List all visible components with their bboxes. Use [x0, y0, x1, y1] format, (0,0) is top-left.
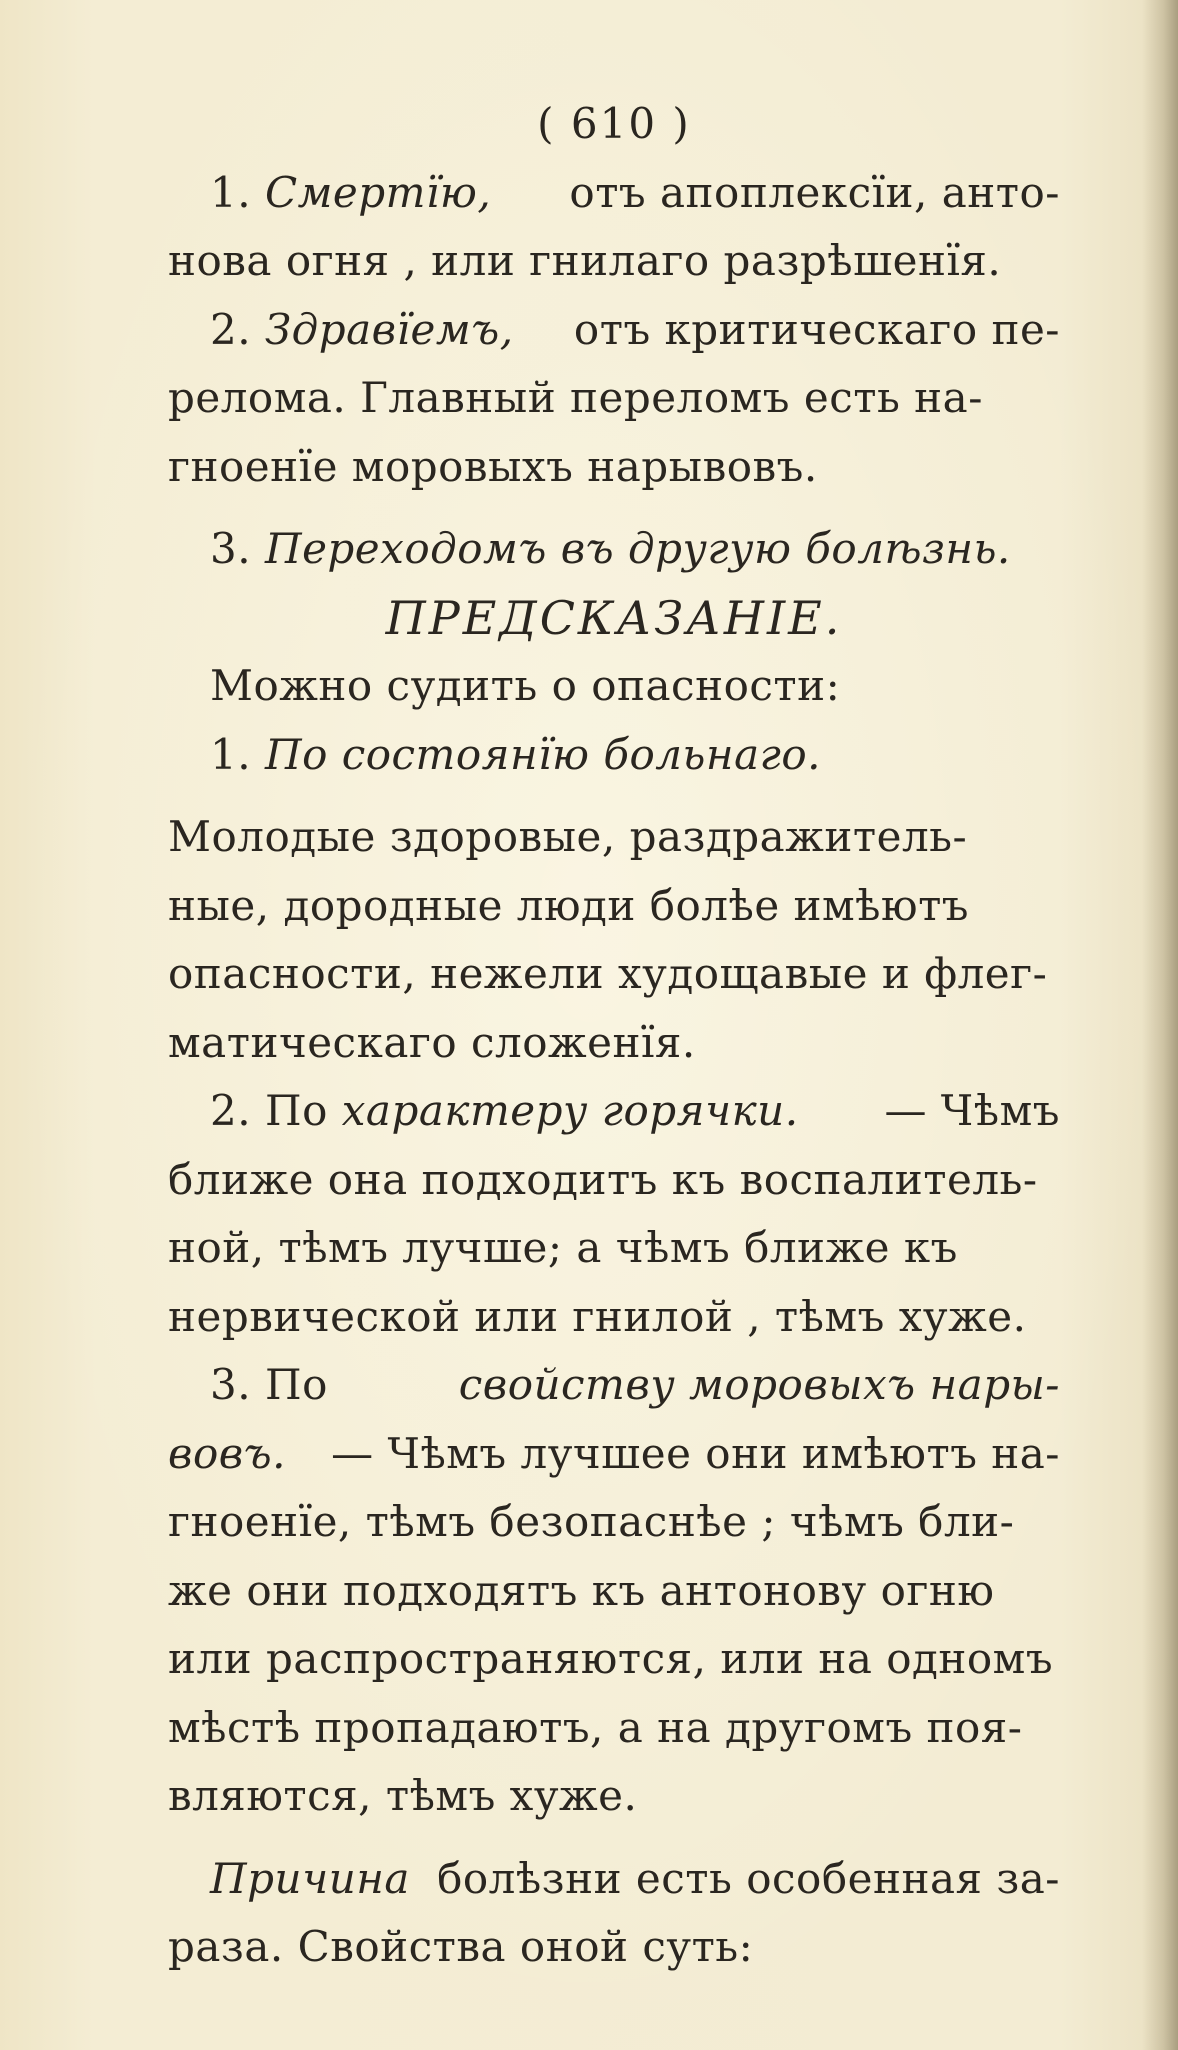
- text-line-19: [168, 1488, 1060, 1557]
- text-line-2: [168, 227, 1060, 296]
- line-text: По: [264, 1360, 328, 1409]
- text-line-14: [168, 1146, 1060, 1215]
- line-text: вляются, тѣмъ хуже.: [168, 1771, 638, 1820]
- line-text: — Чѣмъ лучшее они имѣютъ на-: [331, 1428, 1060, 1478]
- page-edge-shadow: [1142, 0, 1178, 2050]
- section-heading: ПРЕДСКАЗАНIЕ.: [385, 590, 843, 645]
- item-number: 2.: [210, 304, 252, 354]
- text-line-13: [168, 1077, 1060, 1146]
- text-line-4: [168, 364, 1060, 433]
- line-text: нервической или гнилой , тѣмъ хуже.: [168, 1291, 1027, 1341]
- text-line-3: [168, 296, 1060, 365]
- line-text: раза. Свойства оной суть:: [168, 1922, 754, 1971]
- item-number: 3.: [210, 524, 252, 573]
- text-line-7: [168, 652, 1060, 721]
- text-line-21: [168, 1625, 1060, 1694]
- italic-term: характеру горячки.: [341, 1086, 799, 1135]
- line-text: мѣстѣ пропадаютъ, а на другомъ поя-: [168, 1702, 1023, 1752]
- line-text: релома. Главный переломъ есть на-: [168, 373, 983, 422]
- text-line-6: [168, 515, 1060, 584]
- text-line-17: [168, 1351, 1060, 1420]
- italic-term: Переходомъ въ другую болѣзнь.: [264, 524, 1011, 573]
- line-text: матическаго сложенїя.: [168, 1017, 696, 1067]
- text-line-16: [168, 1283, 1060, 1352]
- line-text: Молодые здоровые, раздражитель-: [168, 812, 968, 861]
- page-number-line: [168, 90, 1060, 159]
- italic-term: свойству моровыхъ нары-: [458, 1360, 1060, 1409]
- line-text: ные, дородные люди болѣе имѣютъ: [168, 880, 970, 930]
- text-line-9: [168, 803, 1060, 872]
- line-text: — Чѣмъ: [884, 1086, 1060, 1135]
- line-text: По: [264, 1086, 328, 1135]
- line-text: же они подходятъ къ антонову огню: [168, 1565, 995, 1615]
- line-text: ной, тѣмъ лучше; а чѣмъ ближе къ: [168, 1223, 958, 1272]
- italic-term: Смертїю,: [264, 167, 492, 217]
- text-line-1: [168, 159, 1060, 228]
- line-text: ближе она подходитъ къ воспалитель-: [168, 1154, 1038, 1204]
- text-line-8: [168, 721, 1060, 790]
- italic-term: По состоянїю больнаго.: [264, 729, 821, 779]
- text-line-10: [168, 872, 1060, 941]
- text-line-20: [168, 1557, 1060, 1626]
- text-line-25: [168, 1913, 1060, 1982]
- text-line-23: [168, 1762, 1060, 1831]
- italic-term: Причина: [210, 1853, 410, 1903]
- line-text: Можно судить о опасности:: [210, 661, 841, 710]
- item-number: 3.: [210, 1360, 252, 1409]
- text-line-11: [168, 940, 1060, 1009]
- text-line-15: [168, 1214, 1060, 1283]
- item-number: 1.: [210, 729, 252, 779]
- line-text: опасности, нежели худощавые и флег-: [168, 949, 1048, 998]
- text-line-18: [168, 1420, 1060, 1489]
- line-text: нова огня , или гнилаго разрѣшенїя.: [168, 236, 1002, 285]
- text-line-24: [168, 1845, 1060, 1914]
- line-text: болѣзни есть особенная за-: [437, 1853, 1060, 1903]
- line-text: отъ апоплексїи, анто-: [569, 167, 1060, 217]
- text-line-22: [168, 1694, 1060, 1763]
- section-heading-line: [168, 584, 1060, 653]
- item-number: 1.: [210, 167, 252, 217]
- line-text: или распространяются, или на одномъ: [168, 1634, 1054, 1683]
- line-text: гноенїе моровыхъ нарывовъ.: [168, 441, 818, 491]
- page-text: [168, 90, 1060, 1982]
- line-text: гноенїе, тѣмъ безопаснѣе ; чѣмъ бли-: [168, 1497, 1015, 1546]
- page-number: ( 610 ): [537, 99, 691, 148]
- italic-term: Здравїемъ,: [264, 304, 514, 354]
- text-line-12: [168, 1009, 1060, 1078]
- line-text: отъ критическаго пе-: [573, 304, 1060, 354]
- italic-term: вовъ.: [168, 1428, 287, 1478]
- item-number: 2.: [210, 1086, 252, 1135]
- text-line-5: [168, 433, 1060, 502]
